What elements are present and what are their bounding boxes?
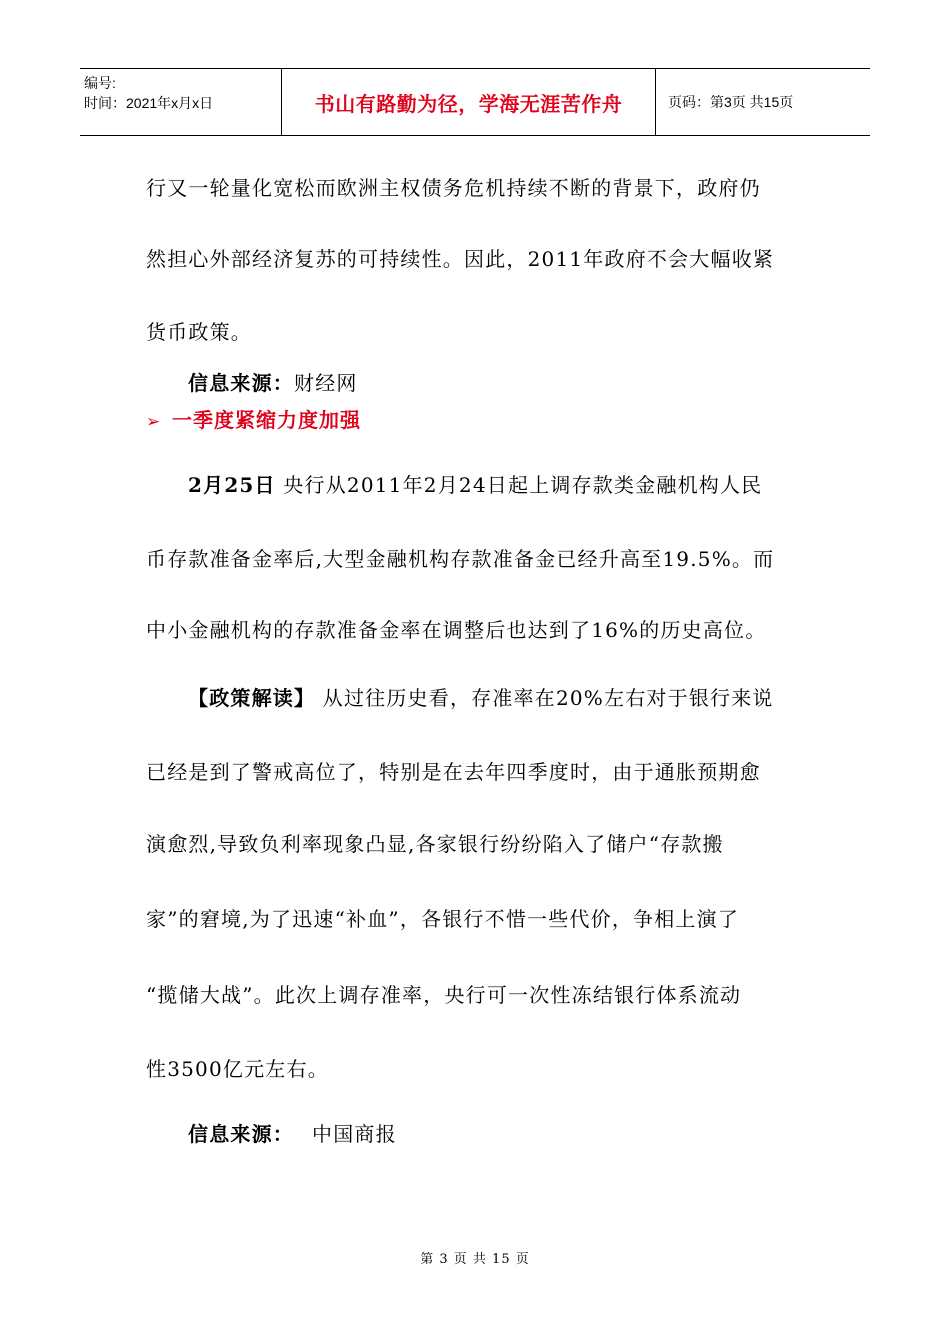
paragraph-3-line-6: 性3500亿元左右。	[146, 1057, 329, 1081]
header-motto-cell	[282, 69, 656, 135]
arrow-right-icon: ➢	[146, 412, 162, 432]
source-2	[188, 1120, 808, 1148]
paragraph-3-line-2: 已经是到了警戒高位了，特别是在去年四季度时，由于通胀预期愈	[146, 760, 761, 784]
paragraph-3-line-3: 演愈烈,导致负利率现象凸显,各家银行纷纷陷入了储户“存款搬	[146, 832, 724, 856]
paragraph-3-line-1	[188, 684, 808, 712]
source-1	[188, 369, 808, 397]
paragraph-2-line-1	[188, 471, 808, 499]
paragraph-3-line-1-text: 从过往历史看，存准率在20%左右对于银行来说	[315, 686, 774, 710]
section-heading-text: 一季度紧缩力度加强	[172, 408, 361, 432]
paragraph-2-date: 2月25日	[188, 473, 276, 497]
paragraph-3-line-4: 家”的窘境,为了迅速“补血”，各银行不惜一些代价，争相上演了	[146, 907, 740, 931]
policy-interpretation-tag: 【政策解读】	[188, 686, 316, 710]
header-motto: 书山有路勤为径，学海无涯苦作舟	[314, 91, 623, 116]
paragraph-1-line-2: 然担心外部经济复苏的可持续性。因此，2011年政府不会大幅收紧	[146, 247, 775, 271]
paragraph-1-line-1: 行又一轮量化宽松而欧洲主权债务危机持续不断的背景下，政府仍	[146, 176, 761, 200]
page-footer: 第 3 页 共 15 页	[420, 1252, 530, 1267]
paragraph-3-line-5: “揽储大战”。此次上调存准率，央行可一次性冻结银行体系流动	[146, 983, 742, 1007]
paragraph-1-line-3: 货币政策。	[146, 320, 252, 344]
source-2-value: 中国商报	[312, 1122, 397, 1146]
header-meta	[80, 69, 282, 135]
document-number-label: 编号:	[84, 75, 116, 91]
section-heading	[146, 406, 361, 436]
source-1-value: 财经网	[294, 371, 358, 395]
header-page-info: 页码：第3页 共15页	[668, 94, 794, 110]
source-1-label: 信息来源：	[188, 371, 294, 395]
paragraph-2-line-1-text: 央行从2011年2月24日起上调存款类金融机构人民	[275, 473, 763, 497]
source-2-label: 信息来源：	[188, 1122, 294, 1146]
paragraph-2-line-2: 币存款准备金率后,大型金融机构存款准备金已经升高至19.5%。而	[146, 547, 775, 571]
page-header	[80, 68, 870, 136]
document-date: 时间：2021年x月x日	[84, 95, 214, 111]
paragraph-2-line-3: 中小金融机构的存款准备金率在调整后也达到了16%的历史高位。	[146, 618, 767, 642]
header-page-info-cell	[656, 69, 870, 135]
